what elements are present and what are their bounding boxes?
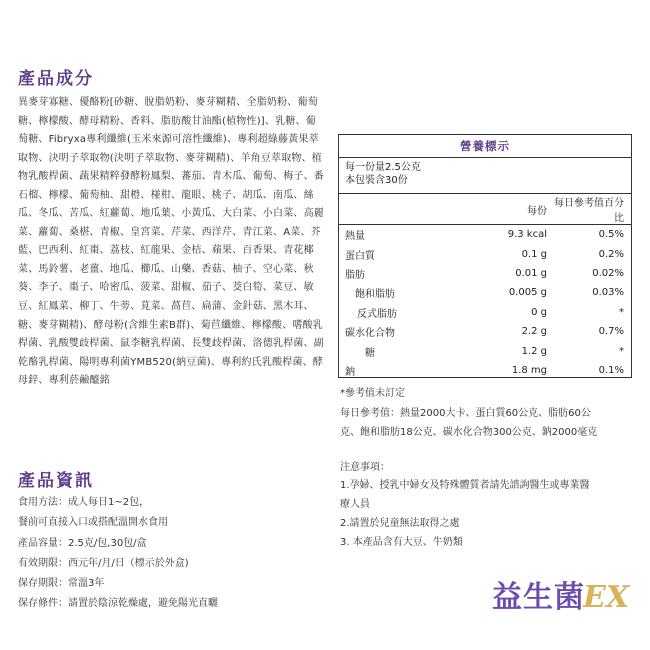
product-info-list bbox=[18, 493, 328, 615]
info-line-capacity: 產品容量：2.5克/包,30包/盒 bbox=[18, 537, 147, 549]
nutrition-row: 熱量 9.3 kcal 0.5% bbox=[345, 229, 624, 243]
nutrition-row: 飽和脂肪 0.005 g 0.03% bbox=[355, 287, 624, 301]
info-line-usage-2: 餐前可直接入口或搭配溫開水食用 bbox=[18, 517, 168, 529]
info-line-expiry: 有效期限：西元年/月/日（標示於外盒) bbox=[18, 557, 189, 569]
caution-item-3: 3. 本產品含有大豆、牛奶類 bbox=[340, 536, 463, 548]
nutrition-row: 蛋白質 0.1 g 0.2% bbox=[345, 248, 624, 262]
ingredients-text: 異麥芽寡糖、優酪粉[砂糖、脫脂奶粉、麥芽糊精、全脂奶粉、葡萄糖、檸檬酸、酵母精粉、香料、脂肪酸甘油酯(植物性)]、乳糖、葡萄糖、Fibryxa專利纖維(玉米來源可溶性纖維)、專利超綠藤黃果萃取物、決明子萃取物(決明子萃取物、麥芽糊精)、羊角豆萃取物、植物乳酸桿菌、蔬果精粹發酵粉鳳梨、蕃茄、青木瓜、葡萄、梅子、番石榴、檸檬、葡萄柚、甜橙、椪柑、龍眼、桃子、胡瓜、南瓜、絲瓜、冬瓜、苦瓜、紅蘿蔔、地瓜葉、小黃瓜、大白菜、小白菜、高麗菜、蘿蔔、桑椹、青椒、皇宮菜、芹菜、西洋芹、青江菜、A菜、芥藍、巴西利、紅棗、荔枝、紅龍果、金桔、蘋果、百香果、青花椰菜、馬鈴薯、老薑、地瓜、櫛瓜、山藥、香菇、柚子、空心菜、秋葵、李子、棗子、哈密瓜、菠菜、甜椒、茄子、茭白筍、菜豆、敏豆、紅鳳菜、柳丁、牛蒡、莧菜、萵苣、扁蒲、金針菇、黑木耳、糖、麥芽糊精)、酵母粉(含維生素B群)、菊苣纖維、檸檬酸、嗜酸乳桿菌、乳酸雙歧桿菌、鼠李糖乳桿菌、長雙歧桿菌、洛德乳桿菌、副乾酪乳桿菌、陽明專利菌YMB520(納豆菌)、專利約氏乳酸桿菌、酵母鋅、專利菸鹼醯銘 bbox=[18, 97, 324, 387]
col-per-serving: 每份 bbox=[469, 194, 547, 225]
nutrition-row: 糖 1.2 g * bbox=[365, 345, 624, 359]
serving-info bbox=[339, 158, 631, 194]
info-line-shelf-life: 保存期限：常溫3年 bbox=[18, 578, 105, 590]
nutrition-row: 碳水化合物 2.2 g 0.7% bbox=[345, 326, 624, 340]
caution-title: 注意事項： bbox=[340, 461, 390, 473]
servings-per-package: 本包裝含30份 bbox=[345, 175, 408, 186]
caution-item-1: 1.孕婦、授乳中婦女及特殊體質者請先諮詢醫生或專業醫 bbox=[340, 480, 590, 492]
serving-size: 每一份量2.5公克 bbox=[345, 162, 421, 173]
ingredients-title: 產品成分 bbox=[18, 69, 94, 89]
info-line-storage: 保存條件：請置於陰涼乾燥處，避免陽光直曬 bbox=[18, 598, 218, 610]
nutrition-rows bbox=[339, 194, 631, 380]
col-daily-pct: 每日參考值百分比 bbox=[547, 194, 631, 225]
caution-item-1-cont: 療人員 bbox=[340, 499, 370, 511]
nutrition-title: 營養標示 bbox=[339, 135, 631, 158]
nutrition-row: 脂肪 0.01 g 0.02% bbox=[345, 267, 624, 281]
brand-logo bbox=[492, 578, 629, 618]
product-info-title: 產品資訊 bbox=[18, 471, 94, 491]
info-line-usage: 食用方法：成人每日1~2包， bbox=[18, 497, 150, 508]
reference-footnote: *參考值未訂定 bbox=[340, 388, 405, 399]
daily-reference-line-2: 克、飽和脂肪18公克、碳水化合物300公克、鈉2000毫克 bbox=[340, 427, 598, 439]
nutrition-facts-table bbox=[338, 134, 632, 378]
brand-name-cn: 益生菌 bbox=[492, 580, 585, 615]
nutrition-row: 反式脂肪 0 g * bbox=[357, 306, 624, 320]
notes-section bbox=[340, 384, 640, 553]
caution-item-2: 2.請置於兒童無法取得之處 bbox=[340, 517, 460, 529]
brand-name-ex: EX bbox=[583, 580, 630, 615]
nutrition-header-row bbox=[339, 194, 631, 225]
daily-reference-line-1: 每日參考值：熱量2000大卡、蛋白質60公克、脂肪60公 bbox=[340, 407, 591, 419]
nutrition-row: 鈉 1.8 mg 0.1% bbox=[345, 364, 624, 378]
